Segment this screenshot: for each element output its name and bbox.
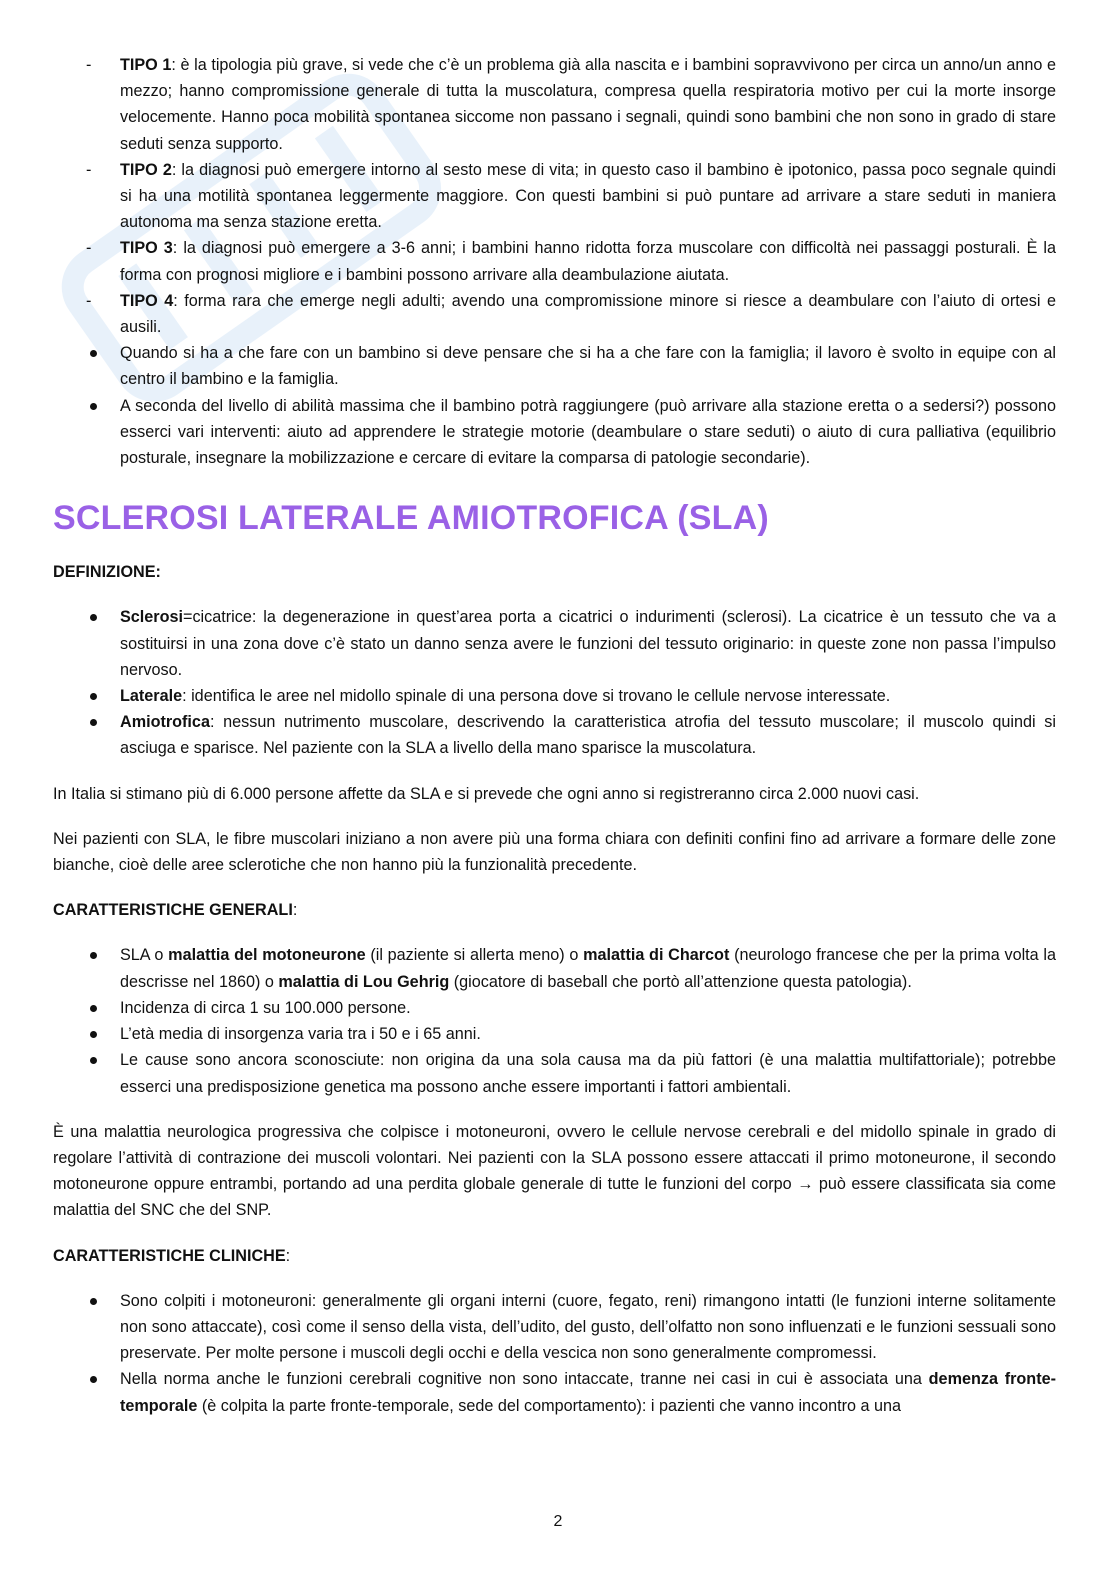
heading-text: CARATTERISTICHE CLINICHE [53,1246,286,1265]
item-bold: TIPO 2 [120,160,172,179]
list-item [53,709,1056,761]
item-text: (il paziente si allerta meno) o [365,946,584,965]
item-text: Incidenza di circa 1 su 100.000 persone. [120,998,411,1017]
list-item [53,157,1056,236]
generali-list [53,942,1056,1099]
list-item [53,942,1056,994]
dash-marker [86,235,106,261]
item-bold: TIPO 4 [120,291,174,310]
item-text: Sono colpiti i motoneuroni: generalmente gli organi interni (cuore, fegato, reni) rimangono intatti (le funzioni interne solitamente non sono attaccate), così come il senso della vista, dell’udito, del gusto, dell’olfatto non sono influenzati e le funzioni sessuali sono preservate. Per molte persone i muscoli degli occhi e della vescica non sono generalmente compromessi. [120,1291,1056,1363]
item-bold: malattia di Lou Gehrig [278,972,450,991]
list-item [53,288,1056,340]
item-text: : è la tipologia più grave, si vede che c’è un problema già alla nascita e i bambini sopravvivono per circa un anno/un anno e mezzo; hanno compromissione generale di tutta la muscolatura, compresa quella respiratoria motivo per cui la morte insorge velocemente. Hanno poca mobilità spontanea siccome non passano i segnali, quindi sono bambini che non sono in grado di stare seduti senza supporto. [120,56,1056,153]
item-text: SLA o [120,946,169,965]
heading-colon: : [285,1246,291,1265]
list-item [53,1047,1056,1099]
section-title: SCLEROSI LATERALE AMIOTROFICA (SLA) [53,499,769,538]
item-text: =cicatrice: la degenerazione in quest’area porta a cicatrici o indurimenti (sclerosi). La cicatrice è un tessuto che va a sostituirsi in una zona dove c’è stato un danno senza avere le funzioni del tessuto originario: in queste zone non passa l’impulso nervoso. [120,608,1056,679]
list-item [53,995,1056,1021]
item-bold: malattia di Charcot [583,946,730,965]
document-page [53,52,1056,1419]
item-text: (neurologo francese che per la prima volta la descrisse nel 1860) o [120,946,1057,991]
item-text: : la diagnosi può emergere a 3-6 anni; i bambini hanno ridotta forza muscolare con difficoltà nei passaggi posturali. È la forma con prognosi migliore e i bambini possono arrivare alla deambulazione aiutata. [120,239,1056,284]
item-bold: TIPO 1 [120,56,172,74]
item-text: A seconda del livello di abilità massima che il bambino potrà raggiungere (può arrivare alla stazione eretta o a sedersi?) possono esserci vari interventi: aiuto ad apprendere le strategie motorie (deambulare o stare seduti) o aiuto di cura palliativa (equilibrio posturale, insegnare la mobilizzazione e cercare di evitare la comparsa di patologie secondarie). [120,396,1056,468]
item-text: (giocatore di baseball che portò all’attenzione questa patologia). [449,972,912,991]
list-item [53,52,1056,157]
cliniche-heading [53,1243,1056,1269]
item-text: Quando si ha a che fare con un bambino si deve pensare che si ha a che fare con la famiglia; il lavoro è svolto in equipe con al centro il bambino e la famiglia. [120,344,1056,389]
list-item [53,1366,1056,1418]
item-bold: Amiotrofica [120,713,210,732]
item-text: Le cause sono ancora sconosciute: non origina da una sola causa ma da più fattori (è una malattia multifattoriale); potrebbe esserci una predisposizione genetica ma possono anche essere importanti i fattori ambientali. [120,1051,1056,1096]
item-bold: Sclerosi [120,608,183,627]
paragraph-malattia: È una malattia neurologica progressiva che colpisce i motoneuroni, ovvero le cellule nervose cerebrali e del midollo spinale in grado di regolare l’attività di contrazione dei muscoli volontari. Nei pazienti con la SLA possono essere attaccati il primo motoneurone, il secondo motoneurone oppure entrambi, portando ad una perdita globale generale di tutte le funzioni del corpo → può essere classificata sia come malattia del SNC che del SNP. [53,1122,1056,1220]
item-text: : nessun nutrimento muscolare, descrivendo la caratteristica atrofia del tessuto muscolare; il muscolo quindi si asciuga e sparisce. Nel paziente con la SLA a livello della mano sparisce la muscolatura. [120,713,1056,758]
item-text: Nella norma anche le funzioni cerebrali cognitive non sono intaccate, tranne nei casi in cui è associata una [120,1370,929,1389]
definizione-list [53,604,1056,761]
item-text: : forma rara che emerge negli adulti; avendo una compromissione minore si riesce a deambulare con l’aiuto di ortesi e ausili. [120,291,1056,337]
list-item [53,1021,1056,1047]
item-text: L’età media di insorgenza varia tra i 50 e i 65 anni. [120,1025,481,1044]
item-bold: Laterale [120,687,183,706]
generali-heading [53,897,1056,923]
dash-marker [86,52,106,78]
paragraph-fibre: Nei pazienti con SLA, le fibre muscolari iniziano a non avere più una forma chiara con definiti confini fino ad arrivare a formare delle zone bianche, cioè delle aree sclerotiche che non hanno più la funzionalità precedente. [53,829,1056,875]
list-item [53,340,1056,392]
heading-text: CARATTERISTICHE GENERALI [53,901,293,920]
list-item [53,683,1056,709]
list-item [53,604,1056,683]
heading-colon: : [292,901,298,920]
item-text: : identifica le aree nel midollo spinale di una persona dove si trovano le cellule nervose interessate. [182,687,891,706]
cliniche-list [53,1288,1056,1419]
item-bold: TIPO 3 [120,239,173,258]
dash-marker [86,157,106,183]
item-bold: demenza fronte-temporale [120,1370,1056,1415]
dash-marker [86,288,106,314]
paragraph-stime: In Italia si stimano più di 6.000 persone affette da SLA e si prevede che ogni anno si registreranno circa 2.000 nuovi casi. [53,784,920,803]
page-number: 2 [553,1513,563,1530]
item-text: : la diagnosi può emergere intorno al sesto mese di vita; in questo caso il bambino è ipotonico, passa poco segnale quindi si ha una motilità spontanea leggermente maggiore. Con questi bambini si può puntare ad arrivare a stare seduti in maniera autonoma ma senza stazione eretta. [120,160,1056,232]
item-text: (è colpita la parte fronte-temporale, sede del comportamento): i pazienti che vanno incontro a una [197,1396,902,1415]
list-item [53,1288,1056,1367]
definizione-heading: DEFINIZIONE: [53,563,161,582]
list-item [53,393,1056,472]
item-bold: malattia del motoneurone [168,946,366,965]
tipi-list [53,52,1056,471]
list-item [53,235,1056,287]
